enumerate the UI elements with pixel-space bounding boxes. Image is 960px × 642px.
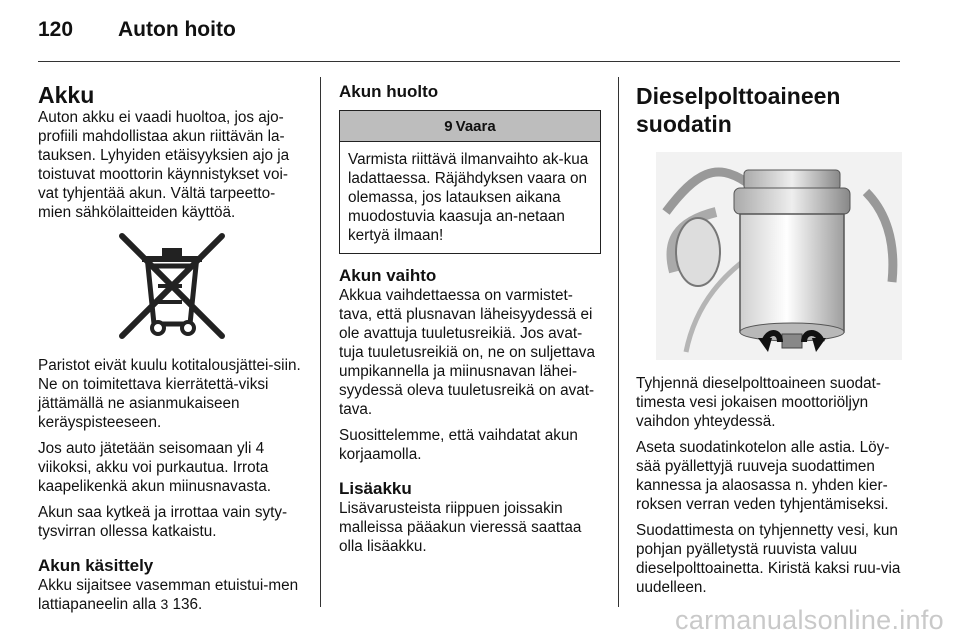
heading-akun-vaihto: Akun vaihto <box>339 266 437 285</box>
akku-paragraph-2: Paristot eivät kuulu kotitalousjättei-siin. Ne on toimitettava kierrätettä-viksi jättämällä ne asianmukaiseen keräyspisteeseen. <box>38 357 301 431</box>
heading-akun-kasittely: Akun käsittely <box>38 556 154 575</box>
column-divider-2 <box>618 77 619 607</box>
heading-lisaakku: Lisäakku <box>339 479 412 498</box>
warning-box <box>339 110 601 254</box>
fuel-filter-illustration <box>656 152 902 360</box>
lisaakku-paragraph: Lisävarusteista riippuen joissakin malleissa pääakun vieressä saattaa olla lisäakku. <box>339 500 582 555</box>
akku-paragraph-3: Jos auto jätetään seisomaan yli 4 viikoksi, akku voi purkautua. Irrota kaapelikenkä akun miinusnavasta. <box>38 440 271 495</box>
warning-label: Vaara <box>455 117 496 135</box>
column-divider-1 <box>320 77 321 607</box>
akku-paragraph-5 <box>38 576 306 614</box>
filter-paragraph-2: Aseta suodatinkotelon alle astia. Löy-sää pyällettyjä ruuveja suodattimen kannessa ja alaosassa n. yhden kier-roksen verran veden tyhjentämiseksi. <box>636 439 890 513</box>
filter-paragraph-3: Suodattimesta on tyhjennetty vesi, kun pohjan pyälletystä ruuvista valuu dieselpolttoainetta. Kiristä kaksi ruu-via uudelleen. <box>636 522 901 596</box>
page-reference-arrow-icon: 3 <box>160 596 169 612</box>
heading-line-1: Dieselpolttoaineen <box>636 83 841 109</box>
column-1 <box>38 82 306 621</box>
vaihto-paragraph-1: Akkua vaihdettaessa on varmistet-tava, että plusnavan läheisyydessä ei ole avattuja tuuletusreikiä. Jos avat-tuja tuuletusreikiä on, ne on suljettava umpikannella ja miinusnavan lähei-syydessä oleva tuuletusreikä on avat-tava. <box>339 287 595 418</box>
watermark: carmanualsonline.info <box>675 605 944 635</box>
warning-text: Varmista riittävä ilmanvaihto ak-kua ladattaessa. Räjähdyksen vaara on olemassa, jos latauksen aikana muodostuvia kaasuja an-netaan kertyä ilmaan! <box>348 151 589 244</box>
header-rule <box>38 61 900 62</box>
warning-header <box>340 111 600 142</box>
akku-paragraph-1: Auton akku ei vaadi huoltoa, jos ajo-profiili mahdollistaa akun riittävän la-tauksen. Lyhyiden etäisyyksien ajo ja toistuvat moottorin käynnistykset voi-vat tyhjentää akun. Vältä tarpeetto-mien sähkölaitteiden käyttöä. <box>38 109 290 221</box>
column-3 <box>636 82 902 604</box>
heading-diesel-filter <box>636 82 902 138</box>
page-reference[interactable]: 136. <box>172 596 203 613</box>
vaihto-paragraph-2: Suosittelemme, että vaihdatat akun korjaamolla. <box>339 427 578 463</box>
warning-triangle-icon: 9 <box>444 117 453 135</box>
kasittely-text: Akku sijaitsee vasemman etuistui-men lattiapaneelin alla <box>38 577 299 613</box>
crossed-bin-icon <box>116 230 228 342</box>
heading-akku: Akku <box>38 82 95 108</box>
column-2 <box>339 82 603 563</box>
page-number: 120 <box>38 18 74 41</box>
heading-akun-huolto: Akun huolto <box>339 82 439 101</box>
section-title: Auton hoito <box>118 18 236 41</box>
akku-paragraph-4: Akun saa kytkeä ja irrottaa vain syty-tysvirran ollessa katkaistu. <box>38 504 288 540</box>
filter-paragraph-1: Tyhjennä dieselpolttoaineen suodat-timesta vesi jokaisen moottoriöljyn vaihdon yhteydessä. <box>636 375 881 430</box>
heading-line-2: suodatin <box>636 111 732 137</box>
